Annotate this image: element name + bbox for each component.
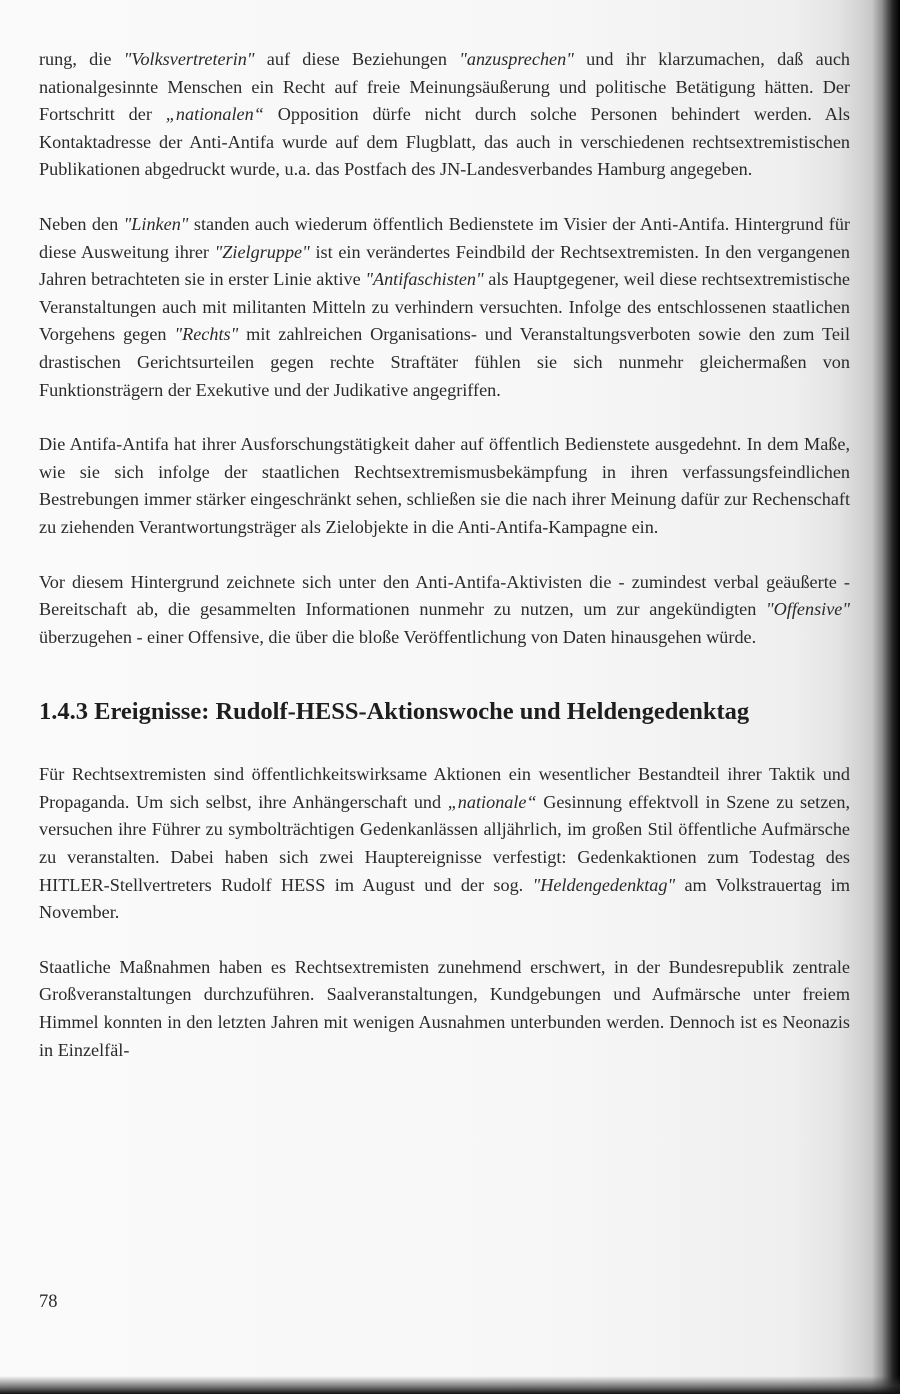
page-number: 78 <box>39 1292 58 1312</box>
text-run: Für Rechtsextremisten sind öffentlichkeitswirksame Aktionen ein wesentlicher Bestandteil ihrer Taktik und Propaganda. Um sich selbst, ihre Anhängerschaft und <box>39 764 850 812</box>
quoted-term: "Rechts" <box>174 324 239 345</box>
paragraph <box>39 954 850 1064</box>
section-heading: 1.4.3 Ereignisse: Rudolf-HESS-Aktionswoche und Heldengedenktag <box>39 698 750 726</box>
paragraph <box>39 761 850 927</box>
text-run: und ihr klarzumachen, daß auch nationalgesinnte Menschen ein Recht auf freie Meinungsäußerung und politische Betätigung hätten. Der Fortschritt der <box>39 49 850 125</box>
quoted-term: "Linken" <box>123 213 189 234</box>
text-run: Gesinnung effektvoll in Szene zu setzen, versuchen ihre Führer zu symbolträchtigen Gedenkanlässen alljährlich, im großen Stil öffentliche Aufmärsche zu veranstalten. Dabei haben sich zwei Hauptereignisse verfestigt: Gedenkaktionen zum Todestag des HITLER-Stellvertreters Rudolf HESS im August und der sog. <box>39 791 850 895</box>
quoted-term: "Offensive" <box>766 599 850 620</box>
quoted-term: "Antifaschisten" <box>365 269 484 290</box>
text-run: am Volkstrauertag im November. <box>39 874 850 923</box>
text-run: Neben den <box>39 213 124 234</box>
text-run: rung, die <box>39 49 124 69</box>
paragraph <box>39 431 850 541</box>
paragraph <box>39 211 850 404</box>
page-bottom-shadow <box>0 1376 900 1394</box>
paragraph <box>39 569 850 652</box>
text-run: Staatliche Maßnahmen haben es Rechtsextremisten zunehmend erschwert, in der Bundesrepublik zentrale Großveranstaltungen durchzuführen. Saalveranstaltungen, Kundgebungen und Aufmärsche unter freiem Himmel konnten in den letzten Jahren mit wenigen Ausnahmen unterbunden werden. Dennoch ist es Neonazis in Einzelfäl- <box>39 956 850 1060</box>
text-run: als Hauptgegener, weil diese rechtsextremistische Veranstaltungen auch mit militanten Mitteln zu verhindern versuchten. Infolge des entschlossenen staatlichen Vorgehens gegen <box>39 269 851 345</box>
text-run: standen auch wiederum öffentlich Bedienstete im Visier der Anti-Antifa. Hintergrund für diese Ausweitung ihrer <box>39 213 850 262</box>
page-gutter-shadow <box>872 0 900 1394</box>
quoted-term: "Heldengedenktag" <box>532 874 676 895</box>
text-run: überzugehen - einer Offensive, die über die bloße Veröffentlichung von Daten hinausgehen würde. <box>39 626 757 647</box>
quoted-term: "Volksvertreterin" <box>123 49 255 69</box>
text-run: Die Antifa-Antifa hat ihrer Ausforschungstätigkeit daher auf öffentlich Bedienstete ausgedehnt. In dem Maße, wie sie sich infolge der staatlichen Rechtsextremismusbekämpfung in ihren verfassungsfeindlichen Bestrebungen immer stärker eingeschränkt sehen, schließen sie die nach ihrer Meinung dafür zur Rechenschaft zu ziehenden Verantwortungsträger als Zielobjekte in die Anti-Antifa-Kampagne ein. <box>39 434 850 537</box>
quoted-term: "anzusprechen" <box>459 49 574 69</box>
text-run: mit zahlreichen Organisations- und Veranstaltungsverboten sowie den zum Teil drastischen Gerichtsurteilen gegen rechte Straftäter fühlen sie sich nunmehr gleichermaßen von Funktionsträgern der Exekutive und der Judikative angegriffen. <box>39 324 850 400</box>
text-run: auf diese Beziehungen <box>254 49 460 69</box>
paragraph <box>39 46 850 184</box>
quoted-term: „nationale“ <box>447 791 537 812</box>
text-run: ist ein verändertes Feindbild der Rechtsextremisten. In den vergangenen Jahren betrachteten sie in erster Linie aktive <box>39 241 850 290</box>
text-run: Opposition dürfe nicht durch solche Personen behindert werden. Als Kontaktadresse der Anti-Antifa wurde auf dem Flugblatt, das auch in verschiedenen rechtsextremistischen Publikationen abgedruckt wurde, u.a. das Postfach des JN-Landesverbandes Hamburg angegeben. <box>39 104 850 180</box>
page-body <box>39 46 850 1091</box>
text-run: Vor diesem Hintergrund zeichnete sich unter den Anti-Antifa-Aktivisten die - zumindest verbal geäußerte - Bereitschaft ab, die gesammelten Informationen nunmehr zu nutzen, um zur angekündigten <box>39 571 850 620</box>
quoted-term: "Zielgruppe" <box>214 241 310 262</box>
quoted-term: „nationalen“ <box>165 104 264 125</box>
